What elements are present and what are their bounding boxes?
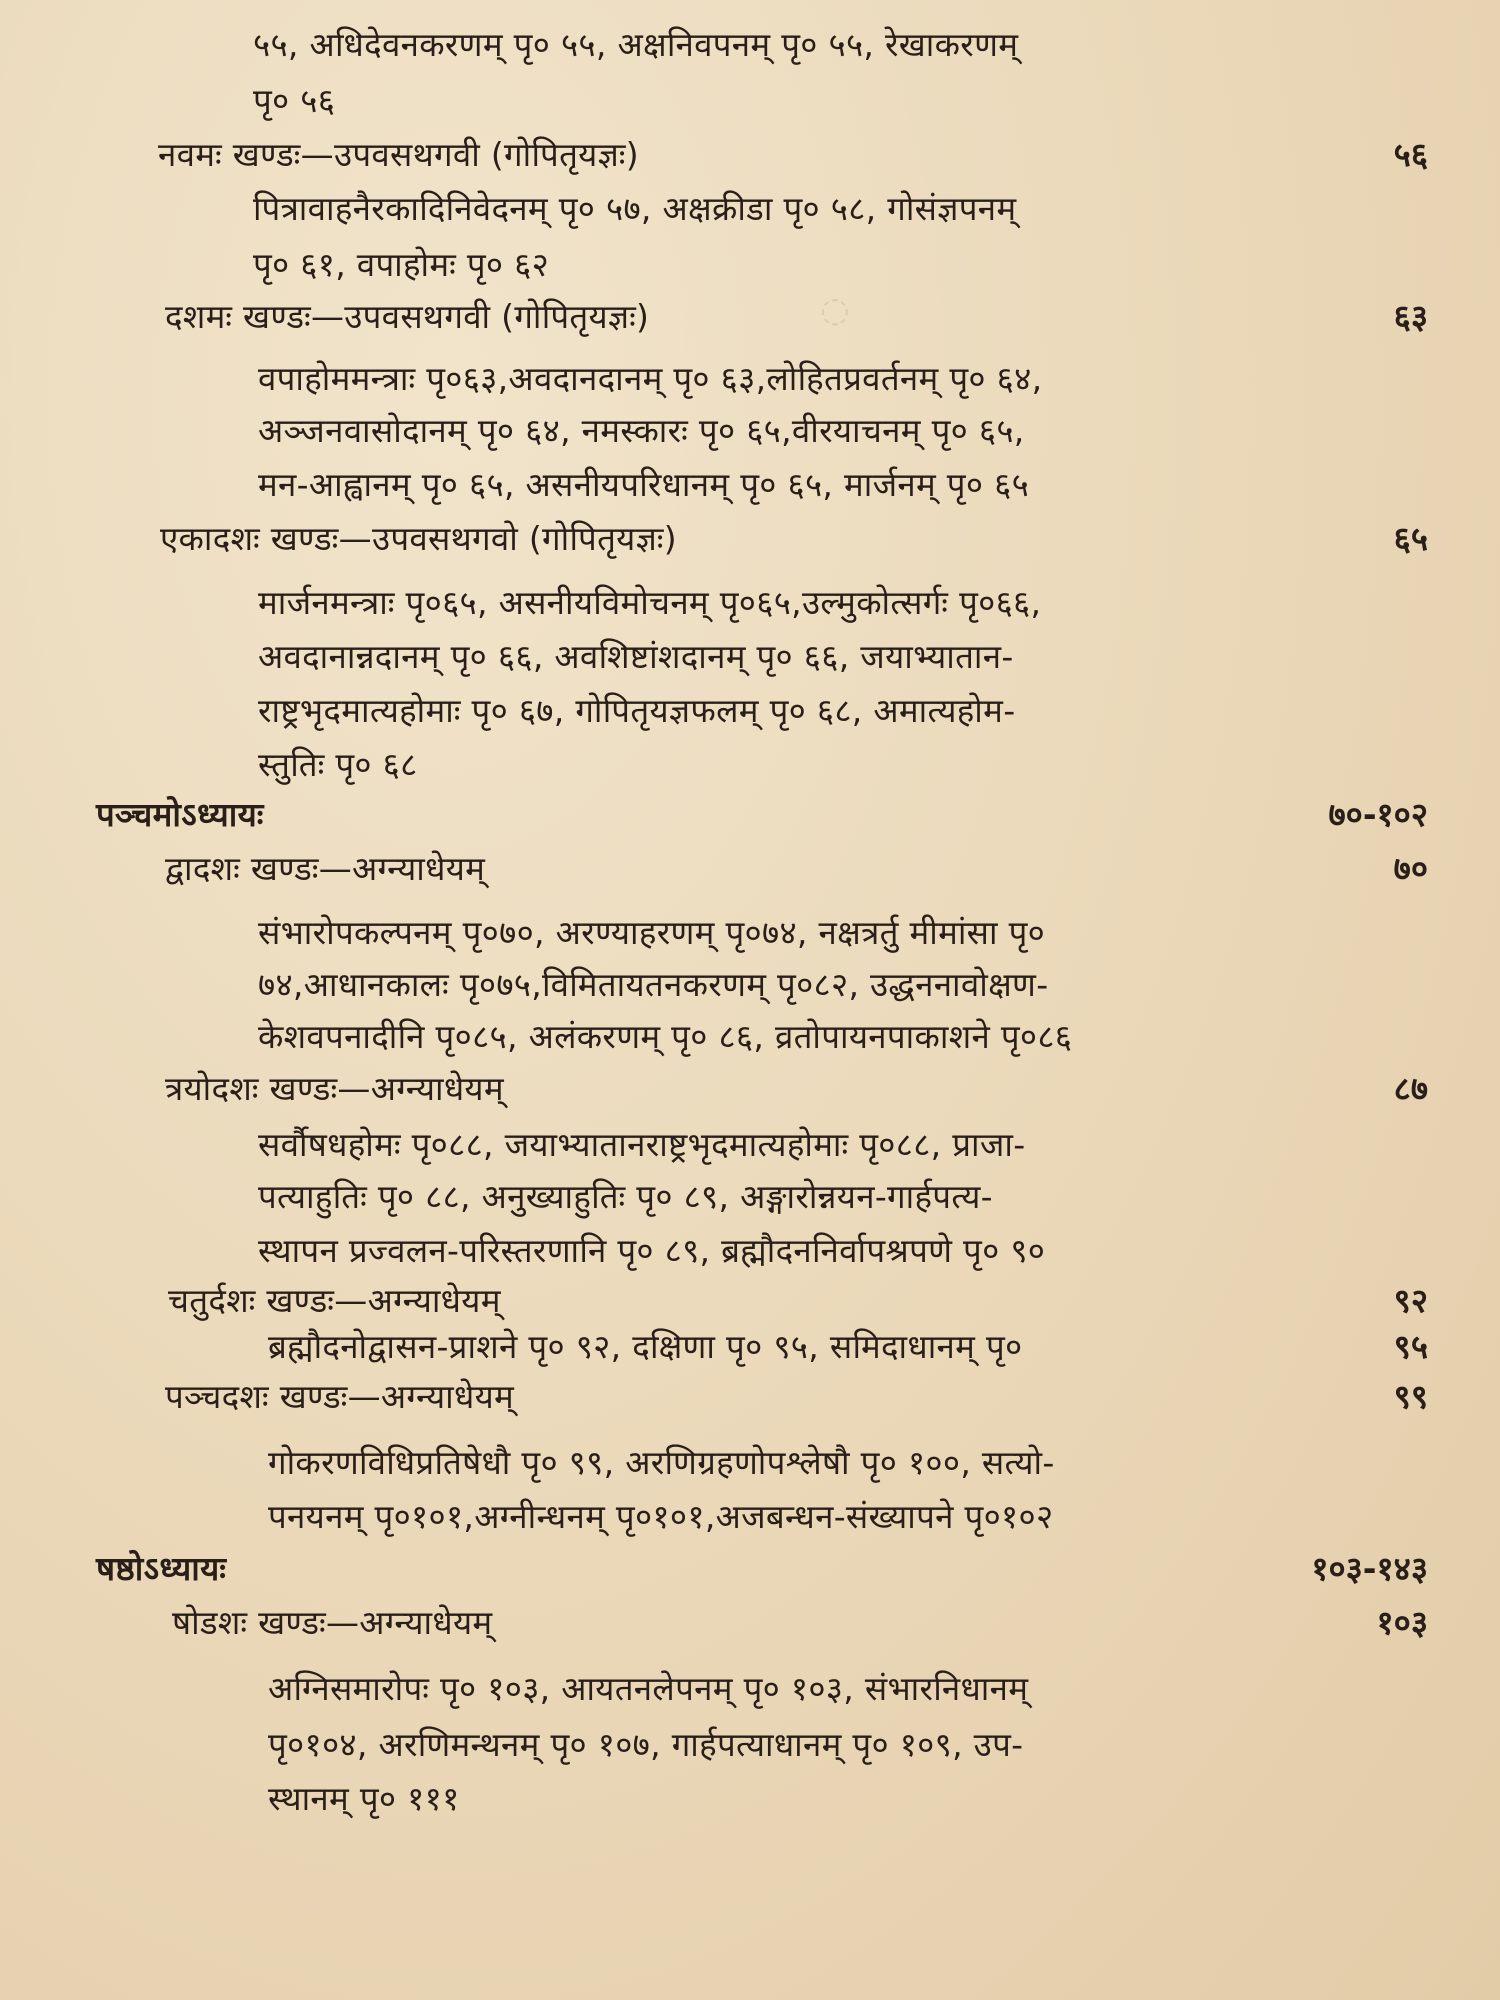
subtopic-line: ७४,आधानकालः पृ०७५,विमितायतनकरणम् पृ०८२, उद्धननावोक्षण- <box>258 965 1049 1004</box>
continuation-line: पृ० ५६ <box>253 81 336 120</box>
continuation-line: ५५, अधिदेवनकरणम् पृ० ५५, अक्षनिवपनम् पृ० ५५, रेखाकरणम् <box>253 25 1019 64</box>
section-heading-row <box>0 288 1500 348</box>
subtopic-line: अञ्जनवासोदानम् पृ० ६४, नमस्कारः पृ० ६५,वीरयाचनम् पृ० ६५, <box>258 411 1025 450</box>
section-page: ६५ <box>1393 519 1428 558</box>
subtopic-line: अग्निसमारोपः पृ० १०३, आयतनलेपनम् पृ० १०३, संभारनिधानम् <box>268 1669 1029 1708</box>
subtopic-line: पित्रावाहनैरकादिनिवेदनम् पृ० ५७, अक्षक्रीडा पृ० ५८, गोसंज्ञपनम् <box>253 189 1017 228</box>
chapter-page-range: ७०-१०२ <box>1328 795 1428 834</box>
section-title: त्रयोदशः खण्डः—अग्न्याधेयम् <box>165 1069 504 1108</box>
section-page: ८७ <box>1393 1069 1428 1108</box>
section-title: चतुर्दशः खण्डः—अग्न्याधेयम् <box>168 1281 501 1320</box>
subtopic-line: सर्वौषधहोमः पृ०८८, जयाभ्यातानराष्ट्रभृदमात्यहोमाः पृ०८८, प्राजा- <box>258 1125 1026 1164</box>
section-title: नवमः खण्डः—उपवसथगवी (गोपितृयज्ञः) <box>158 135 639 174</box>
bleed-through: ◌ <box>820 290 850 330</box>
subtopic-line: पनयनम् पृ०१०१,अग्नीन्धनम् पृ०१०१,अजबन्धन-संख्यापने पृ०१०२ <box>268 1497 1054 1536</box>
chapter-heading-row <box>0 1540 1500 1600</box>
subtopic-page: ९५ <box>1393 1327 1428 1366</box>
section-page: ९२ <box>1393 1281 1428 1320</box>
section-heading-row <box>0 1368 1500 1428</box>
section-title: दशमः खण्डः—उपवसथगवी (गोपितृयज्ञः) <box>165 297 650 336</box>
section-page: ५६ <box>1393 135 1428 174</box>
section-heading-row <box>0 510 1500 570</box>
section-title: षोडशः खण्डः—अग्न्याधेयम् <box>172 1603 493 1642</box>
subtopic-line: गोकरणविधिप्रतिषेधौ पृ० ९९, अरणिग्रहणोपश्लेषौ पृ० १००, सत्यो- <box>268 1443 1055 1482</box>
subtopic-line: पत्याहुतिः पृ० ८८, अनुख्याहुतिः पृ० ८९, अङ्गारोन्नयन-गार्हपत्य- <box>258 1177 993 1216</box>
chapter-title: षष्ठोऽध्यायः <box>96 1549 227 1588</box>
section-title: द्वादशः खण्डः—अग्न्याधेयम् <box>165 849 486 888</box>
section-title: एकादशः खण्डः—उपवसथगवो (गोपितृयज्ञः) <box>160 519 677 558</box>
section-heading-row <box>0 840 1500 900</box>
subtopic-line: राष्ट्रभृदमात्यहोमाः पृ० ६७, गोपितृयज्ञफलम् पृ० ६८, अमात्यहोम- <box>258 691 1016 730</box>
section-heading-row <box>0 1594 1500 1654</box>
section-page: ६३ <box>1393 297 1428 336</box>
subtopic-line: मन-आह्वानम् पृ० ६५, असनीयपरिधानम् पृ० ६५, मार्जनम् पृ० ६५ <box>258 465 1030 504</box>
subtopic-line: स्थापन प्रज्वलन-परिस्तरणानि पृ० ८९, ब्रह्मौदननिर्वापश्रपणे पृ० ९० <box>258 1231 1046 1270</box>
section-heading-row <box>0 1060 1500 1120</box>
section-title: पञ्चदशः खण्डः—अग्न्याधेयम् <box>165 1377 515 1416</box>
section-page: ९९ <box>1393 1377 1428 1416</box>
subtopic-line: पृ०१०४, अरणिमन्थनम् पृ० १०७, गार्हपत्याधानम् पृ० १०९, उप- <box>268 1725 1024 1764</box>
section-page: १०३ <box>1376 1603 1428 1642</box>
subtopic-line: केशवपनादीनि पृ०८५, अलंकरणम् पृ० ८६, व्रतोपायनपाकाशने पृ०८६ <box>258 1017 1073 1056</box>
subtopic-line: पृ० ६१, वपाहोमः पृ० ६२ <box>253 245 550 284</box>
subtopic-line: संभारोपकल्पनम् पृ०७०, अरण्याहरणम् पृ०७४, नक्षत्रर्तु मीमांसा पृ० <box>258 913 1046 952</box>
subtopic-line: वपाहोममन्त्राः पृ०६३,अवदानदानम् पृ० ६३,लोहितप्रवर्तनम् पृ० ६४, <box>258 359 1043 398</box>
chapter-page-range: १०३-१४३ <box>1311 1549 1428 1588</box>
subtopic-line: स्थानम् पृ० १११ <box>268 1779 460 1818</box>
subtopic-line: ब्रह्मौदनोद्वासन-प्राशने पृ० ९२, दक्षिणा पृ० ९५, समिदाधानम् पृ० <box>268 1327 1023 1366</box>
chapter-heading-row <box>0 786 1500 846</box>
subtopic-line: मार्जनमन्त्राः पृ०६५, असनीयविमोचनम् पृ०६५,उल्मुकोत्सर्गः पृ०६६, <box>258 583 1042 622</box>
section-heading-row <box>0 126 1500 186</box>
subtopic-line: अवदानान्नदानम् पृ० ६६, अवशिष्टांशदानम् पृ० ६६, जयाभ्यातान- <box>258 637 1014 676</box>
chapter-title: पञ्चमोऽध्यायः <box>96 795 264 834</box>
section-page: ७० <box>1393 849 1428 888</box>
subtopic-line: स्तुतिः पृ० ६८ <box>258 745 418 784</box>
